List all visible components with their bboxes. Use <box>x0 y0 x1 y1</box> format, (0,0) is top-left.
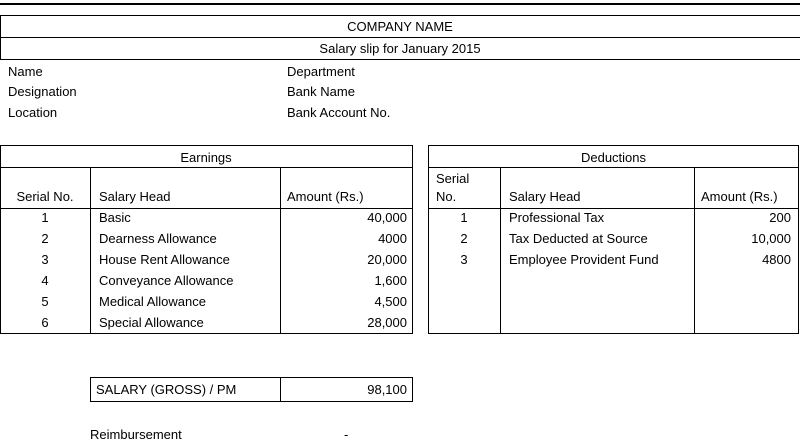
deductions-col-serial-1: Serial <box>436 171 470 186</box>
earnings-title: Earnings <box>180 150 232 165</box>
header-rule-1 <box>0 15 800 16</box>
gross-salary-label: SALARY (GROSS) / PM <box>96 382 237 397</box>
earnings-col-serial: Serial No. <box>16 189 74 204</box>
deductions-col-amount: Amount (Rs.) <box>701 189 778 204</box>
top-rule <box>0 3 800 5</box>
reimbursement-value: - <box>344 427 349 442</box>
company-name: COMPANY NAME <box>347 19 453 34</box>
header-rule-2 <box>0 37 800 38</box>
bank-name-label: Bank Name <box>287 84 355 99</box>
reimbursement-label: Reimbursement <box>90 427 182 442</box>
gross-salary-value: 98,100 <box>367 382 407 397</box>
deductions-col-head: Salary Head <box>509 189 581 204</box>
location-label: Location <box>8 105 58 120</box>
designation-label: Designation <box>8 84 77 99</box>
slip-title: Salary slip for January 2015 <box>319 41 481 56</box>
earnings-col-amount: Amount (Rs.) <box>287 189 364 204</box>
bank-account-label: Bank Account No. <box>287 105 391 120</box>
department-label: Department <box>287 64 355 79</box>
earnings-col-head: Salary Head <box>99 189 171 204</box>
deductions-title: Deductions <box>580 150 647 165</box>
header-rule-3 <box>0 59 800 60</box>
name-label: Name <box>8 64 43 79</box>
deductions-col-serial-2: No. <box>436 189 457 204</box>
